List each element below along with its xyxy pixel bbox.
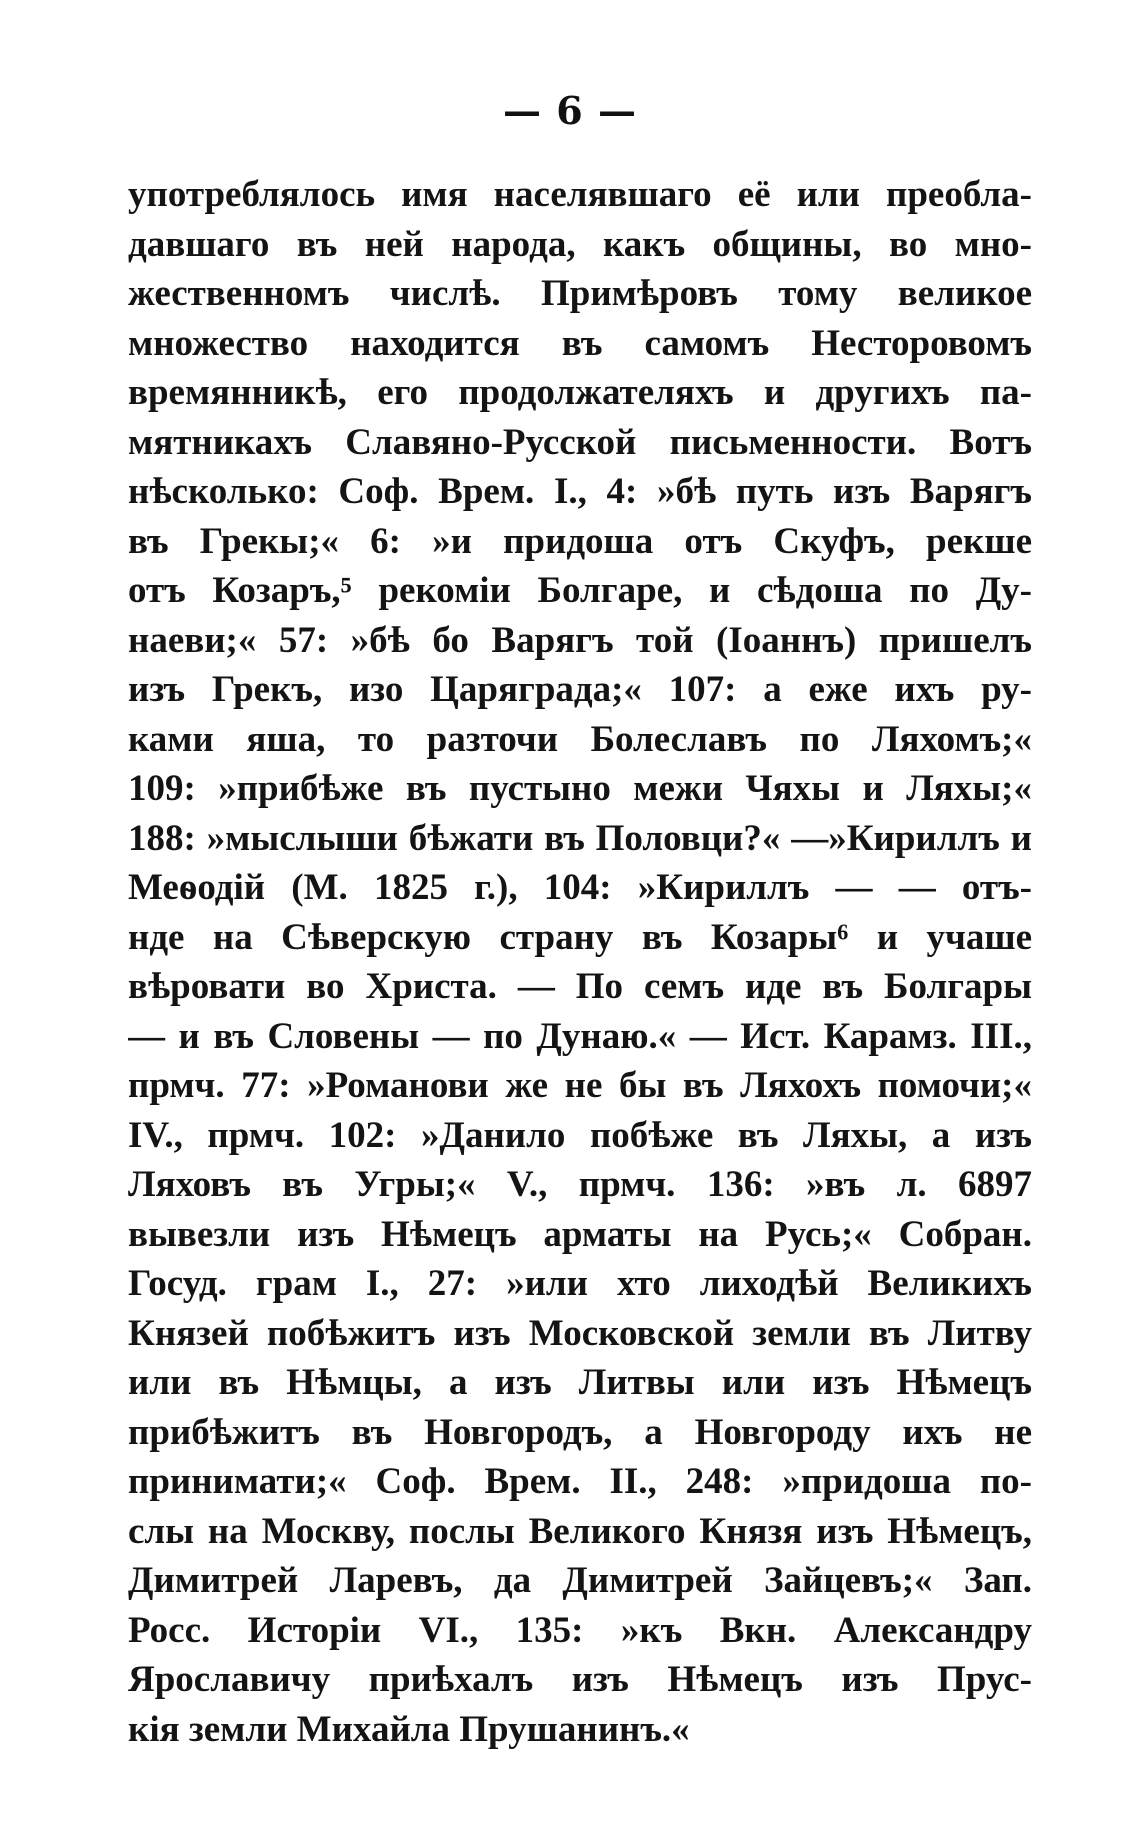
text-line: вѣровати во Христа. — По семъ иде въ Болгары (128, 966, 1032, 1007)
text-line: въ Грекы;« 6: »и придоша отъ Скуфъ, рекше (128, 520, 1032, 562)
text-line: ками яша, то разточи Болеславъ по Ляхомъ;« (128, 718, 1032, 760)
text-line: IV., прмч. 102: »Данило побѣже въ Ляхы, а изъ (128, 1114, 1032, 1156)
text-line: мятникахъ Славяно-Русской письменности. Вотъ (128, 421, 1032, 463)
text-line: Димитрей Ларевъ, да Димитрей Зайцевъ;« Зап. (128, 1560, 1032, 1601)
text-line: кія земли Михайла Прушанинъ.« (128, 1708, 690, 1750)
text-line: множество находится въ самомъ Несторовомъ (128, 322, 1032, 364)
text-line: или въ Нѣмцы, а изъ Литвы или изъ Нѣмецъ (128, 1362, 1032, 1403)
text-line: Князей побѣжитъ изъ Московской земли въ Литву (128, 1312, 1032, 1354)
text-line: слы на Москву, послы Великого Князя изъ Нѣмецъ, (128, 1510, 1032, 1552)
text-line: нѣсколько: Соф. Врем. I., 4: »бѣ путь изъ Варягъ (128, 471, 1032, 512)
text-line: Ярославичу приѣхалъ изъ Нѣмецъ изъ Прус- (128, 1659, 1032, 1700)
text-line: 109: »прибѣже въ пустыно межи Чяхы и Ляхы;« (128, 768, 1032, 809)
text-line: вывезли изъ Нѣмецъ арматы на Русь;« Собран. (128, 1213, 1032, 1255)
text-line: прибѣжитъ въ Новгородъ, а Новгороду ихъ не (128, 1411, 1032, 1453)
text-line: жественномъ числѣ. Примѣровъ тому великое (128, 273, 1032, 314)
text-line: времянникѣ, его продолжателяхъ и другихъ па- (128, 372, 1032, 413)
text-line: отъ Козаръ,⁵ рекоміи Болгаре, и сѣдоша по Ду- (128, 570, 1032, 611)
text-line: прмч. 77: »Романови же не бы въ Ляхохъ помочи;« (128, 1065, 1032, 1106)
text-line: — и въ Словены — по Дунаю.« — Ист. Карамз. III., (128, 1015, 1032, 1057)
text-line: принимати;« Соф. Врем. II., 248: »придоша по- (128, 1461, 1032, 1502)
page-number: — 6 — (503, 88, 637, 133)
text-line: употреблялось имя населявшаго её или преобла- (128, 174, 1032, 215)
text-line: наеви;« 57: »бѣ бо Варягъ той (Іоаннъ) пришелъ (128, 619, 1032, 661)
text-line: давшаго въ ней народа, какъ общины, во мно- (128, 223, 1032, 265)
text-line: изъ Грекъ, изо Царяграда;« 107: а еже ихъ ру- (128, 669, 1032, 710)
text-line: Ляховъ въ Угры;« V., прмч. 136: »въ л. 6897 (128, 1164, 1032, 1205)
body-text (128, 170, 1032, 1754)
text-line: 188: »мыслыши бѣжати въ Половци?« —»Кириллъ и (128, 817, 1032, 859)
text-line: нде на Сѣверскую страну въ Козары⁶ и учаше (128, 916, 1032, 958)
text-line: Госуд. грам I., 27: »или хто лиходѣй Великихъ (128, 1263, 1032, 1304)
text-line: Росс. Исторіи VI., 135: »къ Вкн. Александру (128, 1609, 1032, 1651)
text-line: Меѳодій (М. 1825 г.), 104: »Кириллъ — — отъ- (128, 867, 1032, 908)
